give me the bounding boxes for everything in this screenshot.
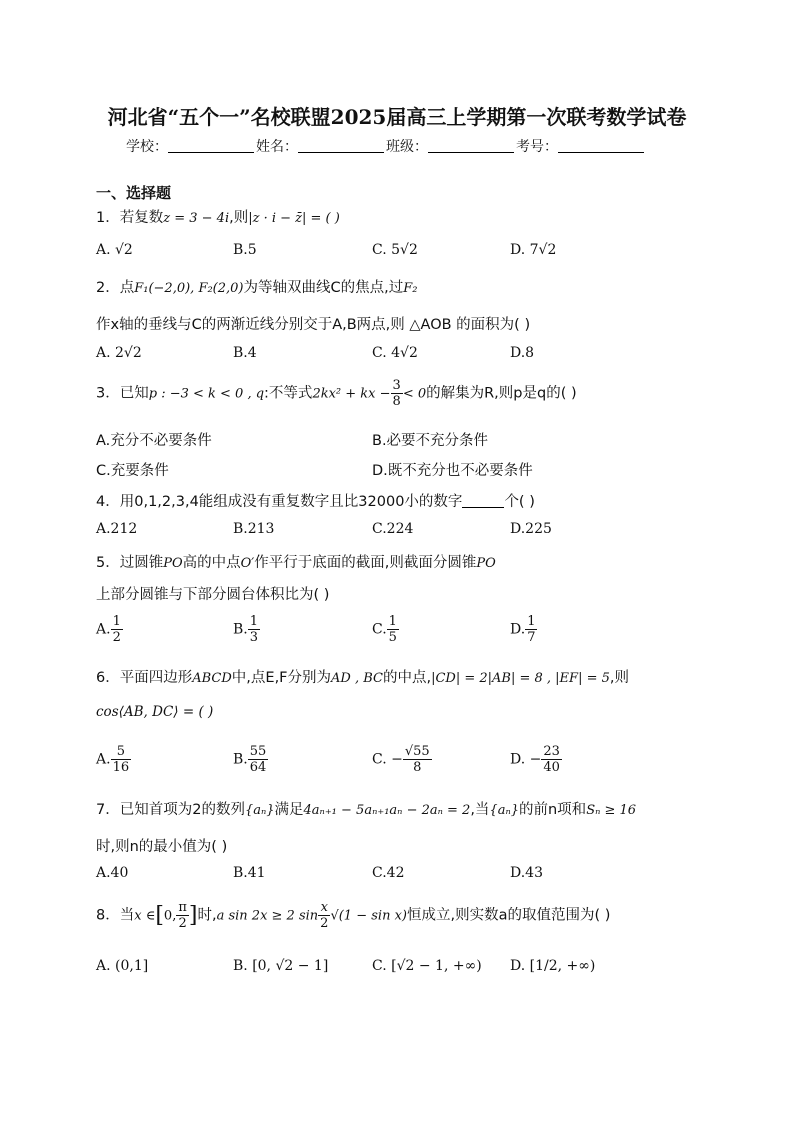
question-3 xyxy=(96,378,577,409)
option-c: C.42 xyxy=(372,865,405,881)
question-text: 恒成立,则实数a的取值范围为( ) xyxy=(406,907,611,924)
question-text: 点 xyxy=(119,280,135,296)
option-a: A. √2 xyxy=(96,242,133,258)
math-expr: Sₙ ≥ 16 xyxy=(586,803,637,818)
question-number: 2． xyxy=(96,280,120,296)
option-c: C. 5√2 xyxy=(372,242,418,258)
question-2-line2: 作x轴的垂线与C的两渐近线分别交于A,B两点,则 △AOB 的面积为( ) xyxy=(96,317,531,333)
option-a xyxy=(96,744,131,775)
question-text: 作平行于底面的截面,则截面分圆锥 xyxy=(254,555,477,571)
fraction xyxy=(387,614,399,645)
option-b xyxy=(233,744,268,775)
fraction-denominator: 2 xyxy=(112,630,121,645)
option-c xyxy=(372,614,399,645)
fraction-numerator: 23 xyxy=(543,744,560,759)
math-expr: p : −3 < k < 0 , q xyxy=(148,386,265,402)
option-a: A.充分不必要条件 xyxy=(96,433,212,449)
option-d: D.43 xyxy=(510,865,543,881)
question-number: 7． xyxy=(96,802,120,818)
fraction xyxy=(111,744,132,775)
fraction-denominator: 5 xyxy=(388,630,397,645)
fraction xyxy=(391,378,403,409)
question-text: ,当 xyxy=(470,802,490,818)
option-d: D.225 xyxy=(510,521,552,537)
fraction xyxy=(403,744,432,775)
fraction-denominator: 2 xyxy=(178,916,187,931)
math-expr: < 0 xyxy=(402,386,427,402)
fraction-numerator: 5 xyxy=(111,744,132,760)
option-b: B.213 xyxy=(233,521,275,537)
option-c: C. [√2 − 1, +∞) xyxy=(372,958,482,974)
fraction-denominator: 8 xyxy=(413,760,422,775)
math-expr: {aₙ} xyxy=(489,803,519,818)
option-a: A. 2√2 xyxy=(96,345,142,361)
question-text: 已知 xyxy=(119,385,149,402)
option-c: C.充要条件 xyxy=(96,463,169,479)
question-2 xyxy=(96,276,417,297)
section-heading: 一、选择题 xyxy=(96,184,172,202)
fraction-numerator: 55 xyxy=(249,744,267,759)
number-blank[interactable] xyxy=(558,138,644,153)
fraction xyxy=(248,614,260,645)
question-text: 用0,1,2,3,4能组成没有重复数字且比32000小的数字 xyxy=(119,494,463,510)
option-b: B.4 xyxy=(233,345,257,361)
fraction-denominator: 7 xyxy=(527,630,536,645)
math-expr: z = 3 − 4i xyxy=(163,211,230,226)
question-7 xyxy=(96,798,636,819)
question-6-line2: cos⟨AB, DC⟩ = ( ) xyxy=(96,704,214,720)
fraction xyxy=(248,744,269,775)
fraction xyxy=(318,900,330,931)
fraction-denominator: 2 xyxy=(320,916,329,931)
fraction-denominator: 8 xyxy=(392,394,401,409)
question-text: 为等轴双曲线C的焦点,过 xyxy=(243,280,404,296)
option-d: D.既不充分也不必要条件 xyxy=(372,463,533,479)
math-expr: 2kx² + kx − xyxy=(312,386,391,402)
fraction-numerator: 1 xyxy=(388,614,397,629)
option-a: A.40 xyxy=(96,865,129,881)
option-label: C. xyxy=(372,621,387,638)
fraction xyxy=(541,744,562,775)
fraction-numerator: 1 xyxy=(527,614,536,629)
question-text: 的前n项和 xyxy=(518,802,587,818)
question-number: 6． xyxy=(96,670,120,686)
math-expr: O′ xyxy=(240,556,255,571)
question-text: 时, xyxy=(197,907,217,924)
math-expr: √(1 − sin x) xyxy=(330,908,407,924)
option-c: C.224 xyxy=(372,521,414,537)
school-blank[interactable] xyxy=(168,138,254,153)
student-info-line xyxy=(126,136,646,156)
question-8 xyxy=(96,900,610,931)
fraction-denominator: 16 xyxy=(112,760,130,775)
math-expr: a sin 2x ≥ 2 sin xyxy=(216,908,319,924)
question-text: 已知首项为2的数列 xyxy=(119,802,245,818)
option-b: B.5 xyxy=(233,242,257,258)
option-label: D. xyxy=(510,621,526,638)
math-expr: {aₙ} xyxy=(244,803,275,818)
question-text: 平面四边形 xyxy=(119,670,193,686)
answer-blank[interactable] xyxy=(462,493,504,508)
option-label: A. xyxy=(96,751,111,768)
class-blank[interactable] xyxy=(428,138,514,153)
math-expr: AD , BC xyxy=(331,671,383,686)
math-expr: 4aₙ₊₁ − 5aₙ₊₁aₙ − 2aₙ = 2 xyxy=(303,803,471,818)
option-c xyxy=(372,744,432,775)
option-label: A. xyxy=(96,621,111,638)
question-text: 过圆锥 xyxy=(119,555,164,571)
option-a: A. (0,1] xyxy=(96,958,149,974)
question-text: 高的中点 xyxy=(182,555,241,571)
question-text: 若复数 xyxy=(119,210,164,226)
math-expr: PO xyxy=(163,556,183,571)
fraction-numerator: 1 xyxy=(249,614,259,629)
question-text: :不等式 xyxy=(264,385,313,402)
option-d xyxy=(510,744,562,775)
fraction-numerator: 1 xyxy=(112,614,121,629)
option-b: B.必要不充分条件 xyxy=(372,433,489,449)
option-d: D. 7√2 xyxy=(510,242,557,258)
math-expr: F₁(−2,0), F₂(2,0) xyxy=(134,281,244,296)
number-label: 考号： xyxy=(516,139,558,155)
fraction-numerator: x xyxy=(318,900,330,916)
name-blank[interactable] xyxy=(298,138,384,153)
question-number: 8． xyxy=(96,907,120,924)
question-text: 的中点, xyxy=(382,670,432,686)
fraction-denominator: 40 xyxy=(543,760,560,775)
math-expr: F₂ xyxy=(403,281,418,296)
question-text: ,则 xyxy=(609,670,629,686)
name-label: 姓名： xyxy=(256,139,298,155)
fraction xyxy=(111,614,123,645)
bracket-right: ] xyxy=(188,903,198,928)
fraction-denominator: 3 xyxy=(249,630,259,645)
fraction-numerator: √55 xyxy=(404,744,430,759)
question-text: 的解集为R,则p是q的( ) xyxy=(426,385,577,402)
fraction xyxy=(525,614,537,645)
question-number: 5． xyxy=(96,555,120,571)
option-d: D.8 xyxy=(510,345,535,361)
exam-title: 河北省“五个一”名校联盟2025届高三上学期第一次联考数学试卷 xyxy=(107,105,687,129)
option-label: C. − xyxy=(372,751,403,768)
fraction-numerator: π xyxy=(178,900,187,915)
option-d: D. [1/2, +∞) xyxy=(510,958,596,974)
fraction-numerator: 3 xyxy=(392,378,401,393)
question-text: 满足 xyxy=(274,802,304,818)
math-expr: PO xyxy=(476,556,496,571)
option-b: B. [0, √2 − 1] xyxy=(233,958,329,974)
question-1 xyxy=(96,206,340,227)
question-4 xyxy=(96,490,535,511)
option-c: C. 4√2 xyxy=(372,345,418,361)
option-a: A.212 xyxy=(96,521,138,537)
fraction xyxy=(176,900,189,931)
option-a xyxy=(96,614,123,645)
math-expr: ABCD xyxy=(192,671,232,686)
question-6 xyxy=(96,666,629,687)
question-number: 1． xyxy=(96,210,120,226)
question-number: 3． xyxy=(96,385,120,402)
option-d xyxy=(510,614,537,645)
question-text: 中,点E,F分别为 xyxy=(231,670,332,686)
math-expr: 0, xyxy=(163,908,177,924)
option-label: B. xyxy=(233,751,248,768)
question-5-line2: 上部分圆锥与下部分圆台体积比为( ) xyxy=(96,587,330,603)
math-expr: |z · i − z̄| = ( ) xyxy=(248,211,340,226)
bracket-left: [ xyxy=(155,903,164,928)
math-expr: |CD| = 2|AB| = 8 , |EF| = 5 xyxy=(431,671,610,686)
school-label: 学校： xyxy=(126,139,168,155)
question-text: ,则 xyxy=(229,210,249,226)
question-number: 4． xyxy=(96,494,120,510)
class-label: 班级： xyxy=(386,139,428,155)
option-b: B.41 xyxy=(233,865,266,881)
question-7-line2: 时,则n的最小值为( ) xyxy=(96,839,228,855)
option-label: B. xyxy=(233,621,248,638)
math-expr: x ∈ xyxy=(134,908,156,924)
fraction-denominator: 64 xyxy=(249,760,267,775)
option-label: D. − xyxy=(510,751,542,768)
question-5 xyxy=(96,551,496,572)
option-b xyxy=(233,614,260,645)
question-text: 当 xyxy=(119,907,135,924)
question-text: 个( ) xyxy=(504,494,535,510)
